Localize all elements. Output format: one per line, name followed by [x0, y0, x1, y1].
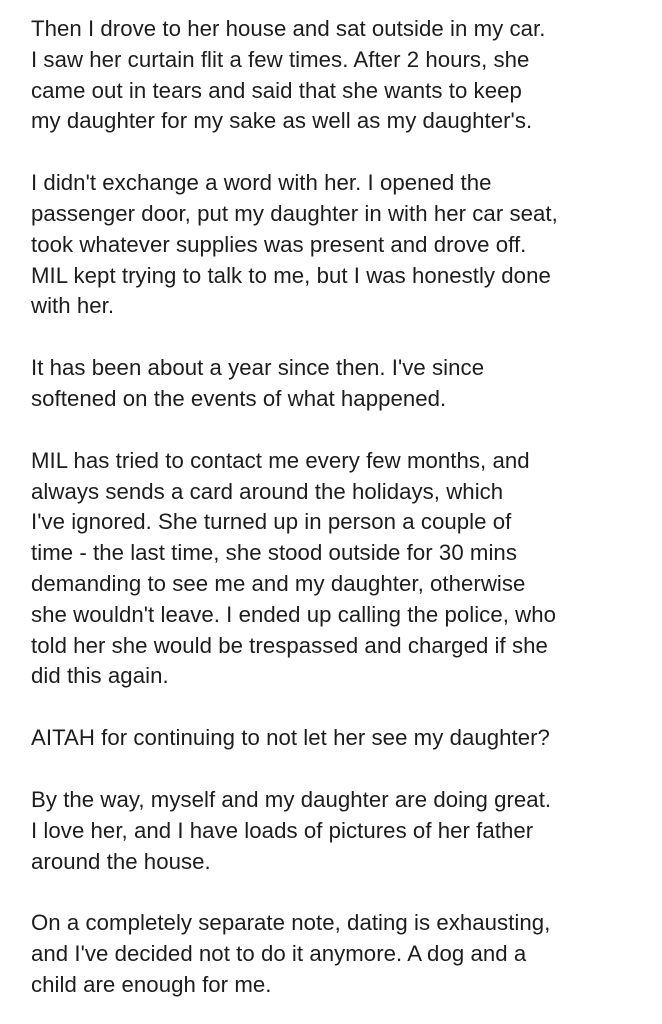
text-line: It has been about a year since then. I've since	[31, 355, 485, 381]
text-line: my daughter for my sake as well as my daughter's.	[31, 108, 533, 134]
paragraph-aitah-question	[31, 723, 646, 754]
text-line: time - the last time, she stood outside for 30 mins	[31, 540, 517, 566]
text-line: On a completely separate note, dating is exhausting,	[31, 910, 551, 936]
text-line: took whatever supplies was present and drove off.	[31, 231, 527, 257]
paragraph-spacer	[31, 692, 646, 723]
paragraph-spacer	[31, 754, 646, 785]
text-line: told her she would be trespassed and charged if she	[31, 632, 548, 658]
text-line: I didn't exchange a word with her. I opened the	[31, 170, 492, 196]
text-line: child are enough for me.	[31, 971, 272, 997]
text-line: I saw her curtain flit a few times. After 2 hours, she	[31, 46, 530, 72]
text-line: did this again.	[31, 663, 169, 689]
text-line: and I've decided not to do it anymore. A dog and a	[31, 941, 527, 967]
paragraph-spacer	[31, 415, 646, 446]
paragraph-doing-great	[31, 785, 646, 877]
text-line: passenger door, put my daughter in with her car seat,	[31, 200, 558, 226]
paragraph-took-daughter	[31, 168, 646, 322]
paragraph-year-since	[31, 353, 646, 415]
text-line: I've ignored. She turned up in person a couple of	[31, 509, 512, 535]
text-line: came out in tears and said that she wants to keep	[31, 77, 522, 103]
paragraph-drove-to-house	[31, 14, 646, 137]
text-line: I love her, and I have loads of pictures of her father	[31, 817, 534, 843]
text-line: softened on the events of what happened.	[31, 385, 447, 411]
text-line: MIL kept trying to talk to me, but I was honestly done	[31, 262, 551, 288]
text-line: Then I drove to her house and sat outside in my car.	[31, 16, 546, 41]
paragraph-mil-contact	[31, 446, 646, 692]
text-line: demanding to see me and my daughter, otherwise	[31, 570, 526, 596]
text-line: AITAH for continuing to not let her see my daughter?	[31, 725, 550, 751]
text-line: with her.	[31, 293, 115, 319]
paragraph-spacer	[31, 877, 646, 908]
text-line: always sends a card around the holidays, which	[31, 478, 504, 504]
paragraph-dating-note	[31, 908, 646, 1000]
text-line: around the house.	[31, 848, 211, 874]
paragraph-spacer	[31, 322, 646, 353]
text-line: she wouldn't leave. I ended up calling the police, who	[31, 601, 556, 627]
text-line: MIL has tried to contact me every few months, and	[31, 447, 530, 473]
paragraph-spacer	[31, 137, 646, 168]
text-line: By the way, myself and my daughter are doing great.	[31, 786, 552, 812]
